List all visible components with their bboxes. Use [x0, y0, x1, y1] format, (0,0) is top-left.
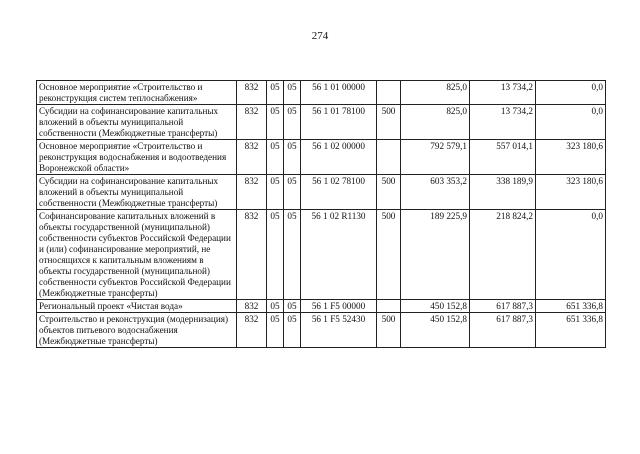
- table-row: [37, 300, 606, 313]
- amount-year-1: 792 579,1: [401, 140, 470, 175]
- page-number: 274: [311, 30, 329, 42]
- amount-year-1: 189 225,9: [401, 210, 470, 300]
- target-article-code: 56 1 02 00000: [301, 140, 377, 175]
- amount-year-3: 651 336,8: [536, 300, 606, 313]
- section-code: 05: [267, 105, 284, 140]
- table-row: [37, 81, 606, 105]
- amount-year-1: 450 152,8: [401, 300, 470, 313]
- row-name: Субсидии на софинансирование капитальных вложений в объекты муниципальной собственности (Межбюджетные трансферты): [37, 175, 237, 210]
- amount-year-3: 0,0: [536, 81, 606, 105]
- table-row: [37, 105, 606, 140]
- expense-type-code: [377, 300, 401, 313]
- table-row: [37, 210, 606, 300]
- target-article-code: 56 1 F5 52430: [301, 313, 377, 348]
- target-article-code: 56 1 F5 00000: [301, 300, 377, 313]
- grbs-code: 832: [237, 175, 267, 210]
- target-article-code: 56 1 02 R1130: [301, 210, 377, 300]
- expense-type-code: [377, 81, 401, 105]
- amount-year-3: 323 180,6: [536, 140, 606, 175]
- row-name: Основное мероприятие «Строительство и реконструкция водоснабжения и водоотведения Воронежской области»: [37, 140, 237, 175]
- subsection-code: 05: [284, 81, 301, 105]
- amount-year-3: 0,0: [536, 105, 606, 140]
- target-article-code: 56 1 02 78100: [301, 175, 377, 210]
- expense-type-code: 500: [377, 175, 401, 210]
- amount-year-2: 338 189,9: [470, 175, 536, 210]
- expense-type-code: 500: [377, 105, 401, 140]
- row-name: Субсидии на софинансирование капитальных вложений в объекты муниципальной собственности (Межбюджетные трансферты): [37, 105, 237, 140]
- expense-type-code: [377, 140, 401, 175]
- row-name: Региональный проект «Чистая вода»: [37, 300, 237, 313]
- table-row: [37, 175, 606, 210]
- amount-year-2: 557 014,1: [470, 140, 536, 175]
- section-code: 05: [267, 210, 284, 300]
- section-code: 05: [267, 175, 284, 210]
- amount-year-3: 323 180,6: [536, 175, 606, 210]
- grbs-code: 832: [237, 300, 267, 313]
- amount-year-2: 617 887,3: [470, 300, 536, 313]
- amount-year-1: 825,0: [401, 81, 470, 105]
- amount-year-3: 651 336,8: [536, 313, 606, 348]
- row-name: Основное мероприятие «Строительство и реконструкция систем теплоснабжения»: [37, 81, 237, 105]
- table-row: [37, 140, 606, 175]
- amount-year-1: 825,0: [401, 105, 470, 140]
- grbs-code: 832: [237, 140, 267, 175]
- amount-year-2: 13 734,2: [470, 105, 536, 140]
- expense-type-code: 500: [377, 313, 401, 348]
- subsection-code: 05: [284, 300, 301, 313]
- section-code: 05: [267, 300, 284, 313]
- target-article-code: 56 1 01 00000: [301, 81, 377, 105]
- section-code: 05: [267, 313, 284, 348]
- section-code: 05: [267, 81, 284, 105]
- amount-year-2: 13 734,2: [470, 81, 536, 105]
- grbs-code: 832: [237, 313, 267, 348]
- grbs-code: 832: [237, 81, 267, 105]
- subsection-code: 05: [284, 210, 301, 300]
- subsection-code: 05: [284, 105, 301, 140]
- expense-type-code: 500: [377, 210, 401, 300]
- subsection-code: 05: [284, 175, 301, 210]
- subsection-code: 05: [284, 140, 301, 175]
- section-code: 05: [267, 140, 284, 175]
- amount-year-3: 0,0: [536, 210, 606, 300]
- target-article-code: 56 1 01 78100: [301, 105, 377, 140]
- row-name: Строительство и реконструкция (модернизация) объектов питьевого водоснабжения (Межбюджетные трансферты): [37, 313, 237, 348]
- amount-year-2: 218 824,2: [470, 210, 536, 300]
- grbs-code: 832: [237, 105, 267, 140]
- amount-year-1: 603 353,2: [401, 175, 470, 210]
- grbs-code: 832: [237, 210, 267, 300]
- budget-table: [36, 80, 606, 348]
- table-row: [37, 313, 606, 348]
- row-name: Софинансирование капитальных вложений в объекты государственной (муниципальной) собственности субъектов Российской Федерации и (или) софинансирование мероприятий, не относящихся к капитальным вложениям в объекты государственной (муниципальной) собственности субъектов Российской Федерации (Межбюджетные трансферты): [37, 210, 237, 300]
- subsection-code: 05: [284, 313, 301, 348]
- amount-year-2: 617 887,3: [470, 313, 536, 348]
- amount-year-1: 450 152,8: [401, 313, 470, 348]
